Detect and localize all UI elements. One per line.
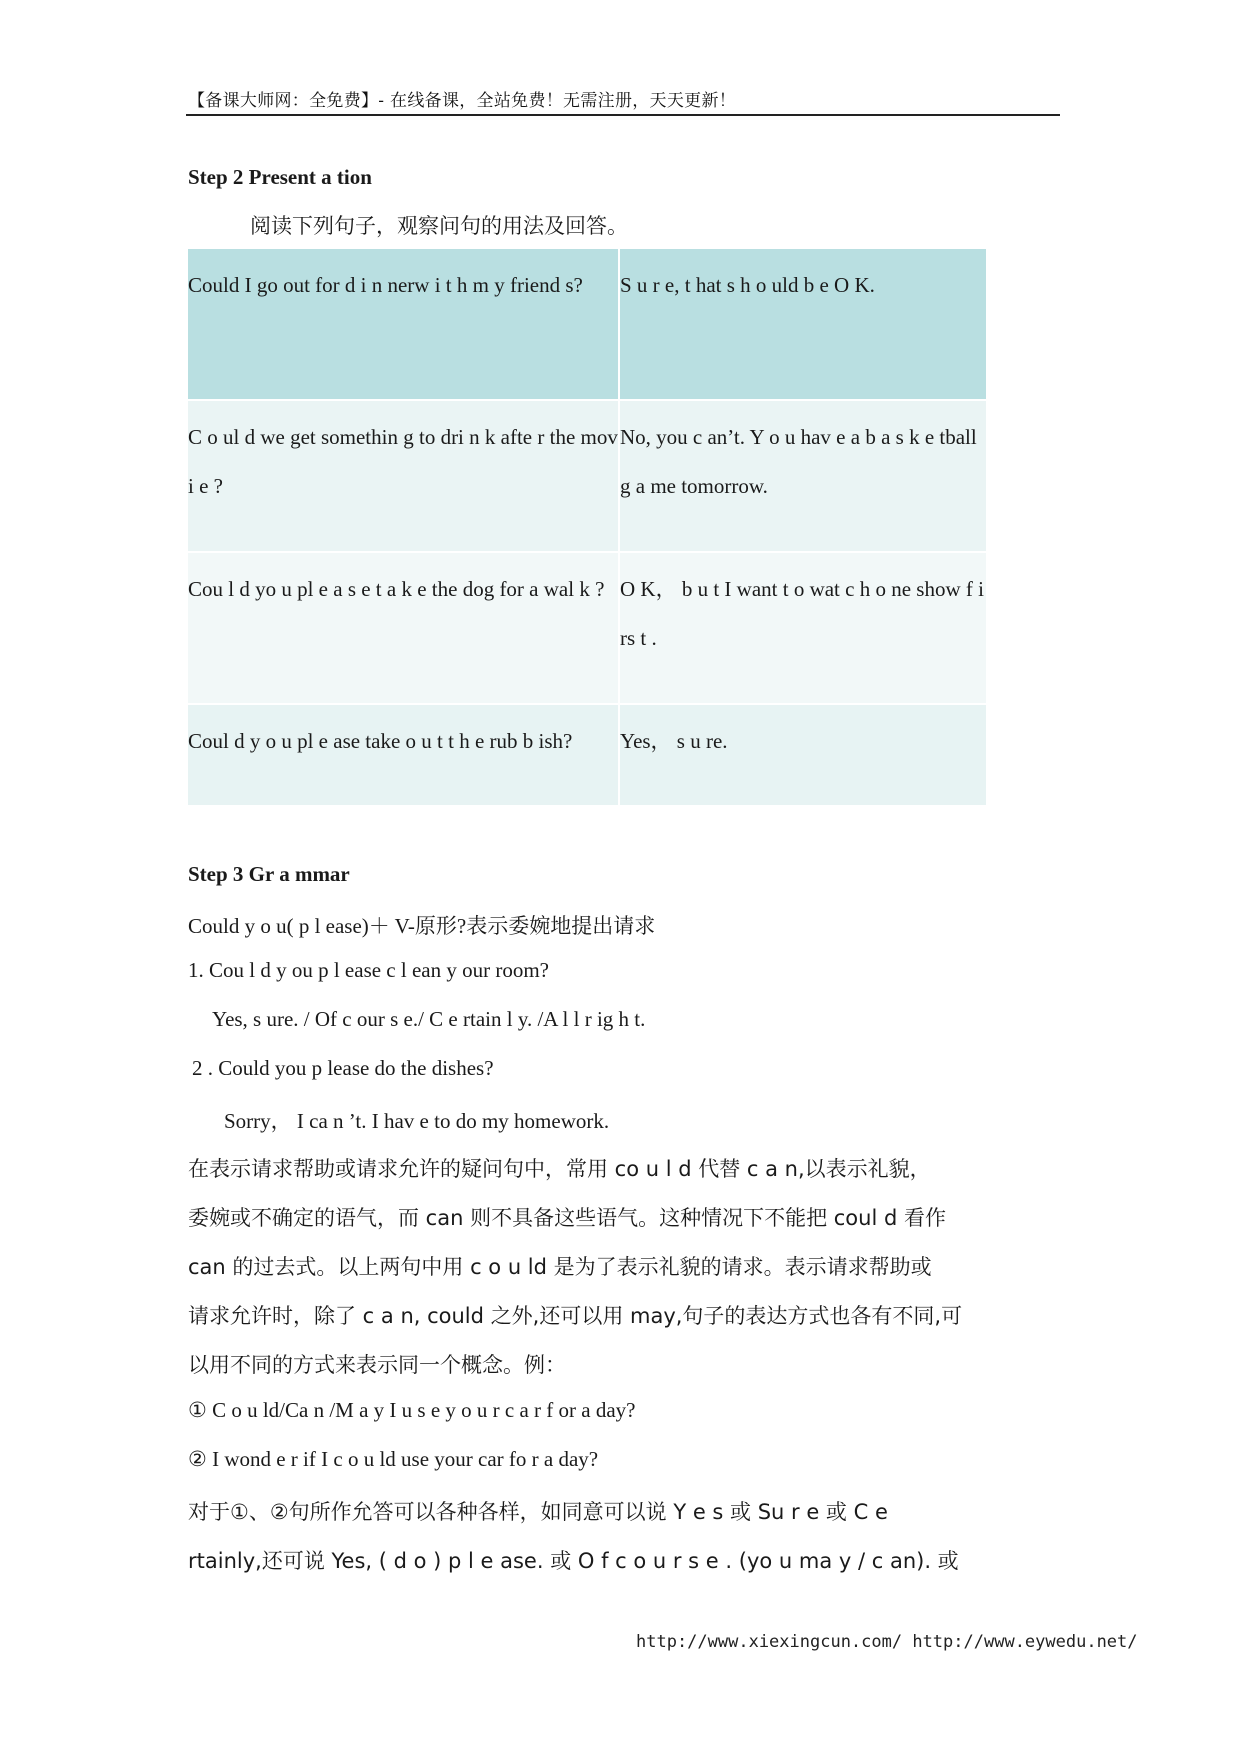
explanation-line: 在表示请求帮助或请求允许的疑问句中，常用 co u l d 代替 c a n,以表示礼貌， (188, 1157, 931, 1181)
dialogue-table (188, 249, 988, 807)
question-cell: Could I go out for d i n nerw i t h m y friend s? (188, 249, 619, 400)
example2-question: 2 . Could you p lease do the dishes? (192, 1056, 494, 1080)
table-row (188, 704, 987, 806)
reply-line: rtainly,还可说 Yes, ( d o ) p l e ase. 或 O f c o u r s e . (yo u ma y / c an). 或 (188, 1549, 959, 1573)
example1-answer: Yes, s ure. / Of c our s e./ C e rtain l y. /A l l r ig h t. (212, 1007, 646, 1031)
example-item-2: ② I wond e r if I c o u ld use your car fo r a day? (188, 1447, 599, 1471)
example1-question: 1. Cou l d y ou p l ease c l ean y our room? (188, 958, 549, 982)
question-cell: Coul d y o u pl e ase take o u t t h e rub b ish? (188, 704, 619, 806)
table-row (188, 552, 987, 704)
page-header: 【备课大师网：全免费】- 在线备课，全站免费！无需注册，天天更新！ (188, 91, 737, 111)
table-row (188, 400, 987, 552)
explanation-line: 以用不同的方式来表示同一个概念。例： (188, 1353, 566, 1377)
example2-answer: Sorry， I ca n ’t. I hav e to do my homework. (224, 1109, 610, 1133)
reply-line: 对于①、②句所作允答可以各种各样，如同意可以说 Y e s 或 Su r e 或 C e (188, 1500, 888, 1524)
explanation-line: 请求允许时，除了 c a n, could 之外,还可以用 may,句子的表达方式也各有不同,可 (188, 1304, 963, 1328)
step3-heading: Step 3 Gr a mmar (188, 862, 350, 886)
header-divider (186, 114, 1060, 116)
answer-cell: No, you c an’t. Y o u hav e a b a s k e tball g a me tomorrow. (619, 400, 987, 552)
footer-links: http://www.xiexingcun.com/ http://www.eywedu.net/ (636, 1632, 1138, 1652)
step2-heading: Step 2 Present a tion (188, 165, 372, 189)
answer-cell: S u r e, t hat s h o uld b e O K. (619, 249, 987, 400)
grammar-pattern: Could y o u( p l ease)＋ V-原形?表示委婉地提出请求 (188, 914, 656, 938)
question-cell: Cou l d yo u pl e a s e t a k e the dog for a wal k ? (188, 552, 619, 704)
step2-instruction: 阅读下列句子，观察问句的用法及回答。 (250, 214, 628, 238)
explanation-line: can 的过去式。以上两句中用 c o u ld 是为了表示礼貌的请求。表示请求帮助或 (188, 1255, 932, 1279)
question-cell: C o ul d we get somethin g to dri n k afte r the mov i e ? (188, 400, 619, 552)
example-item-1: ① C o u ld/Ca n /M a y I u s e y o u r c a r f or a day? (188, 1398, 636, 1422)
table-row (188, 249, 987, 400)
explanation-line: 委婉或不确定的语气，而 can 则不具备这些语气。这种情况下不能把 coul d 看作 (188, 1206, 946, 1230)
answer-cell: O K， b u t I want t o wat c h o ne show f i rs t . (619, 552, 987, 704)
answer-cell: Yes， s u re. (619, 704, 987, 806)
